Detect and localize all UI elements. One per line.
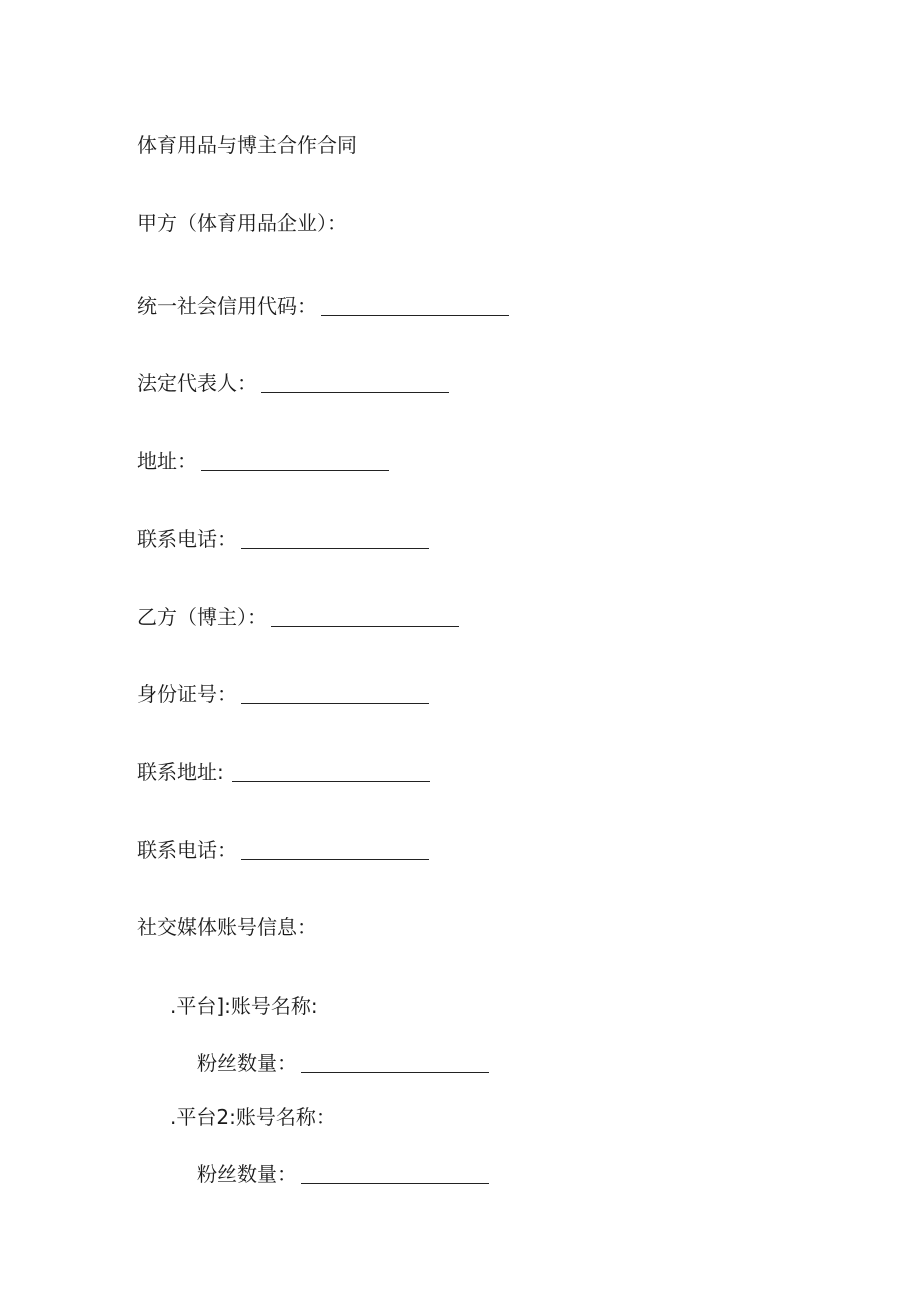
platform1-account-label: .平台]:账号名称: xyxy=(170,994,318,1018)
phone-b-row xyxy=(137,836,429,864)
address-label: 地址： xyxy=(137,449,197,473)
platform2-account-row xyxy=(170,1103,336,1131)
platform1-account-row xyxy=(170,992,318,1020)
title-text: 体育用品与博主合作合同 xyxy=(137,133,357,157)
social-info-heading xyxy=(137,913,317,941)
platform2-fans-blank xyxy=(301,1182,489,1184)
contact-address-label: 联系地址: xyxy=(137,760,224,784)
platform1-fans-blank xyxy=(301,1071,489,1073)
phone-a-label: 联系电话： xyxy=(137,527,237,551)
phone-a-row xyxy=(137,525,429,553)
phone-a-blank xyxy=(241,547,429,549)
social-info-label: 社交媒体账号信息： xyxy=(137,915,317,939)
contact-address-blank xyxy=(232,780,430,782)
credit-code-label: 统一社会信用代码： xyxy=(137,294,317,318)
credit-code-row xyxy=(137,292,509,320)
party-a-label: 甲方（体育用品企业）： xyxy=(137,211,347,235)
platform2-account-label: .平台2:账号名称： xyxy=(170,1105,336,1129)
platform2-fans-row xyxy=(197,1160,489,1188)
party-a-heading xyxy=(137,209,347,237)
legal-rep-row xyxy=(137,369,449,397)
id-number-label: 身份证号： xyxy=(137,682,237,706)
legal-rep-blank xyxy=(261,391,449,393)
document-title xyxy=(137,131,357,159)
platform1-fans-label: 粉丝数量： xyxy=(197,1051,297,1075)
platform2-fans-label: 粉丝数量： xyxy=(197,1162,297,1186)
credit-code-blank xyxy=(321,314,509,316)
id-number-row xyxy=(137,680,429,708)
address-row xyxy=(137,447,389,475)
contact-address-row xyxy=(137,758,430,786)
legal-rep-label: 法定代表人： xyxy=(137,371,257,395)
platform1-fans-row xyxy=(197,1049,489,1077)
party-b-blank xyxy=(271,625,459,627)
phone-b-blank xyxy=(241,858,429,860)
id-number-blank xyxy=(241,702,429,704)
phone-b-label: 联系电话： xyxy=(137,838,237,862)
party-b-row xyxy=(137,603,459,631)
party-b-label: 乙方（博主）： xyxy=(137,605,267,629)
address-blank xyxy=(201,469,389,471)
